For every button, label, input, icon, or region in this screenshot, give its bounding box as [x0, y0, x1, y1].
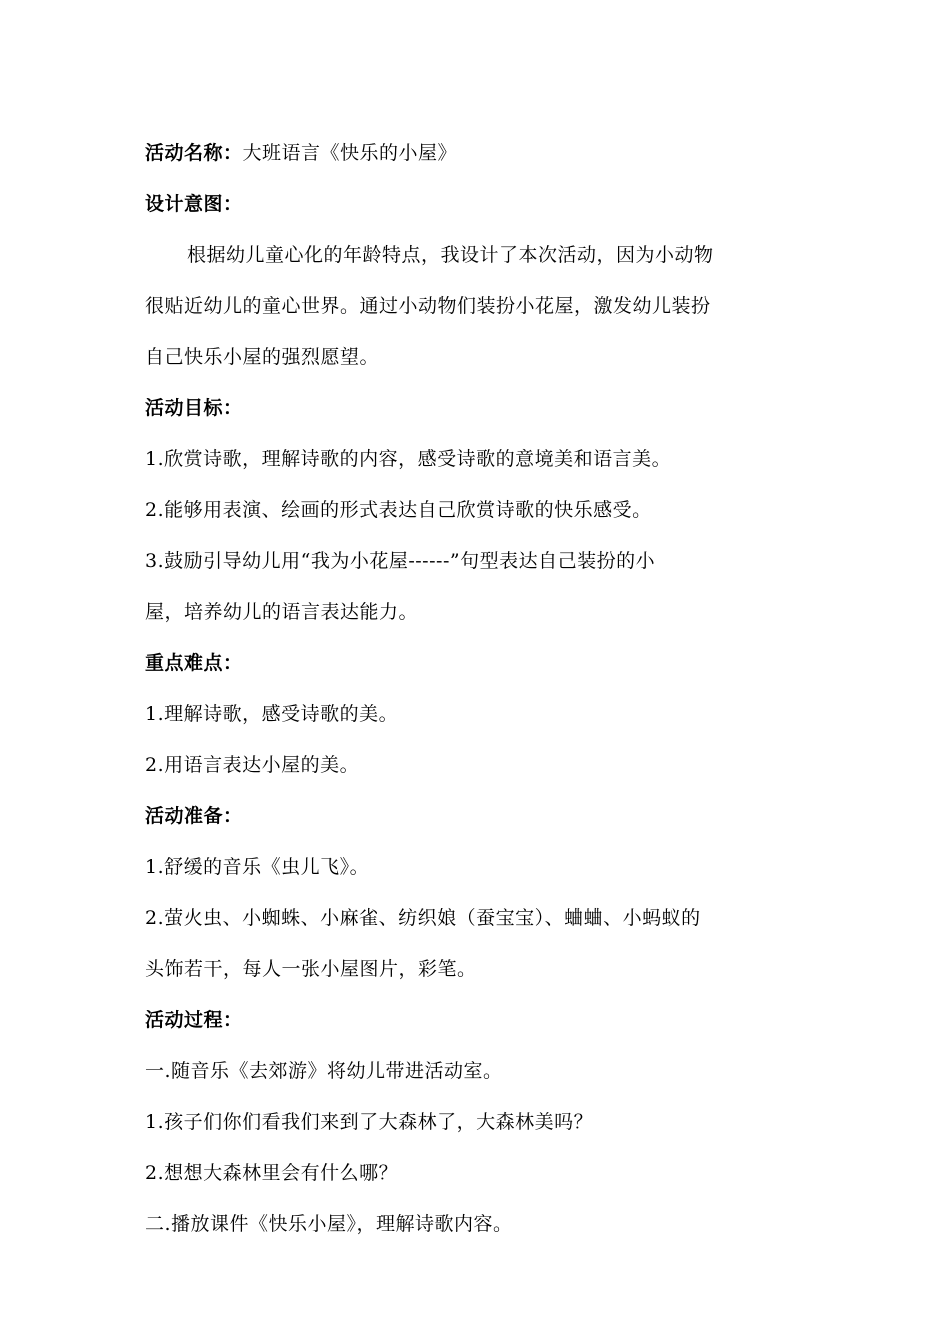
preparation-item: 头饰若干，每人一张小屋图片，彩笔。 [145, 958, 477, 980]
preparation-heading: 活动准备： [145, 805, 243, 827]
activity-goal-item: 屋，培养幼儿的语言表达能力。 [145, 601, 419, 623]
key-point-item: 1.理解诗歌，感受诗歌的美。 [145, 703, 399, 725]
key-point-item: 2.用语言表达小屋的美。 [145, 754, 360, 776]
preparation-item: 2.萤火虫、小蜘蛛、小麻雀、纺织娘（蚕宝宝）、蛐蛐、小蚂蚁的 [145, 907, 701, 929]
process-item: 二.播放课件《快乐小屋》，理解诗歌内容。 [145, 1213, 513, 1235]
design-intent-line: 自己快乐小屋的强烈愿望。 [145, 346, 380, 368]
design-intent-line: 根据幼儿童心化的年龄特点，我设计了本次活动，因为小动物 [187, 244, 714, 266]
preparation-item: 1.舒缓的音乐《虫儿飞》。 [145, 856, 370, 878]
activity-goal-item: 2.能够用表演、绘画的形式表达自己欣赏诗歌的快乐感受。 [145, 499, 652, 521]
design-intent-line: 很贴近幼儿的童心世界。通过小动物们装扮小花屋，激发幼儿装扮 [145, 295, 711, 317]
process-heading: 活动过程： [145, 1009, 243, 1031]
activity-goals-heading: 活动目标： [145, 397, 243, 419]
activity-name-label: 活动名称： [145, 142, 243, 164]
process-item: 2.想想大森林里会有什么哪？ [145, 1162, 399, 1184]
activity-name-value: 大班语言《快乐的小屋》 [242, 142, 458, 164]
activity-goal-item: 3.鼓励引导幼儿用“我为小花屋------”句型表达自己装扮的小 [145, 550, 656, 572]
design-intent-heading: 设计意图： [145, 193, 243, 215]
process-item: 一.随音乐《去郊游》将幼儿带进活动室。 [145, 1060, 503, 1082]
activity-name-line [145, 128, 815, 179]
key-points-heading: 重点难点： [145, 652, 243, 674]
document-page [145, 128, 815, 1250]
process-item: 1.孩子们你们看我们来到了大森林了，大森林美吗？ [145, 1111, 594, 1133]
activity-goal-item: 1.欣赏诗歌，理解诗歌的内容，感受诗歌的意境美和语言美。 [145, 448, 672, 470]
